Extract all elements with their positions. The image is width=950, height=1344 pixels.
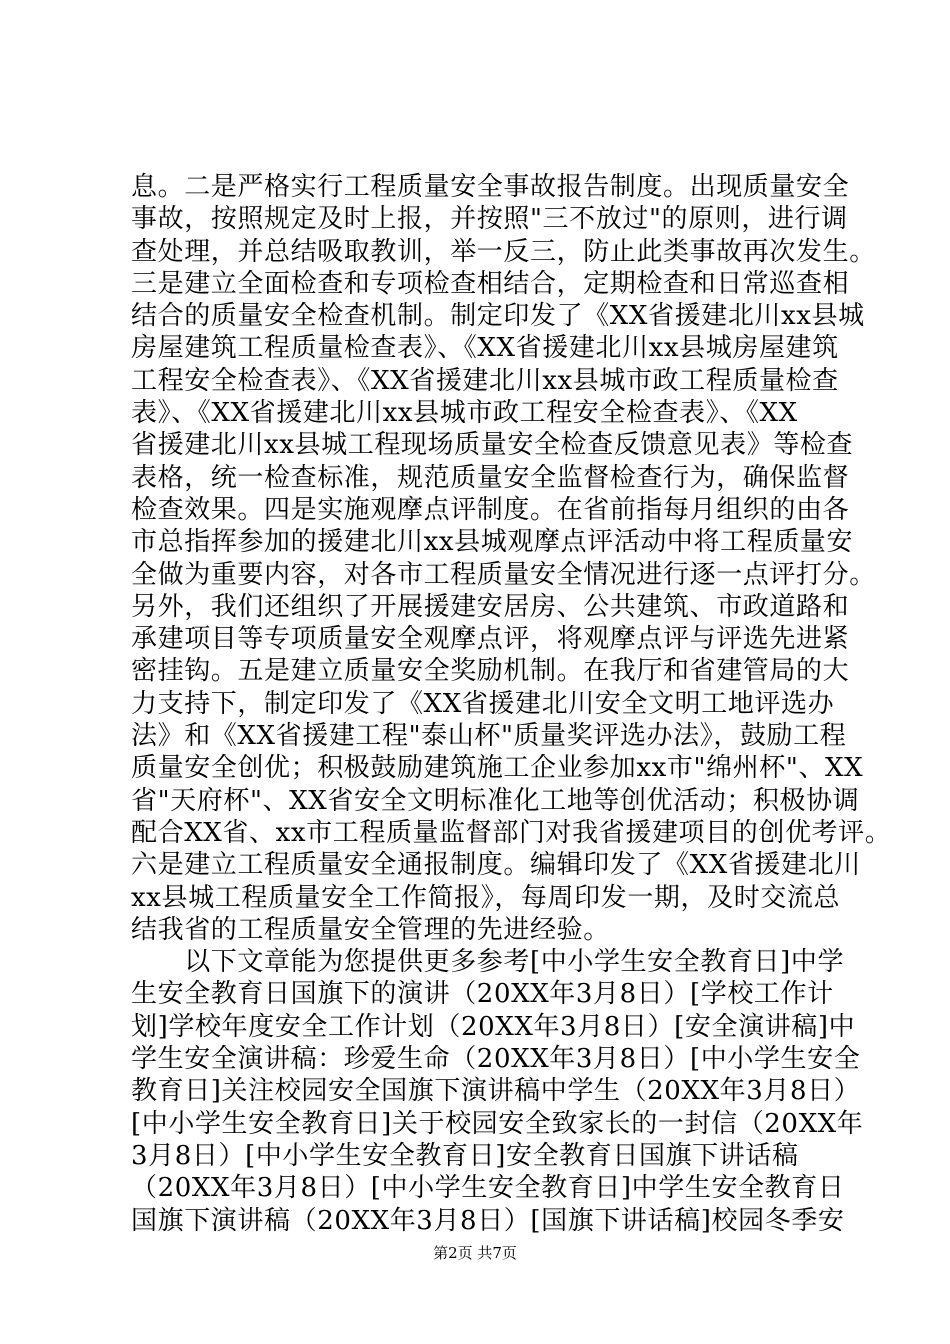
- text-line: （20XX年3月8日）[中小学生安全教育日]中学生安全教育日: [131, 1173, 845, 1204]
- text-line: 省援建北川xx县城工程现场质量安全检查反馈意见表》等检查: [131, 430, 854, 461]
- text-line: 查处理，并总结吸取教训，举一反三，防止此类事故再次发生。: [131, 236, 876, 267]
- text-line: 以下文章能为您提供更多参考[中小学生安全教育日]中学: [131, 947, 845, 978]
- text-line: 三是建立全面检查和专项检查相结合，定期检查和日常巡查相: [131, 268, 850, 299]
- text-line: 划]学校年度安全工作计划（20XX年3月8日）[安全演讲稿]中: [131, 1011, 856, 1042]
- text-line: 另外，我们还组织了开展援建安居房、公共建筑、市政道路和: [131, 591, 850, 622]
- text-line: 息。二是严格实行工程质量安全事故报告制度。出现质量安全: [131, 172, 850, 202]
- paragraph-related-articles: [131, 946, 864, 1237]
- text-line: 法》和《XX省援建工程"泰山杯"质量奖评选办法》，鼓励工程: [131, 721, 847, 752]
- text-line: 六是建立工程质量安全通报制度。编辑印发了《XX省援建北川: [131, 850, 861, 881]
- text-line: 力支持下，制定印发了《XX省援建北川安全文明工地评选办: [131, 688, 835, 719]
- paragraph-quality-safety-measures: [131, 171, 892, 946]
- text-line: xx县城工程质量安全工作简报》，每周印发一期，及时交流总: [131, 882, 841, 913]
- text-line: 全做为重要内容，对各市工程质量安全情况进行逐一点评打分。: [131, 559, 876, 590]
- text-line: 工程安全检查表》、《XX省援建北川xx县城市政工程质量检查: [131, 365, 839, 396]
- text-line: 事故，按照规定及时上报，并按照"三不放过"的原则，进行调: [131, 204, 848, 235]
- text-line: 质量安全创优；积极鼓励建筑施工企业参加xx市"绵州杯"、XX: [131, 753, 864, 784]
- text-line: 表格，统一检查标准，规范质量安全监督检查行为，确保监督: [131, 462, 850, 493]
- text-line: 学生安全演讲稿：珍爱生命（20XX年3月8日）[中小学生安全: [131, 1044, 861, 1075]
- text-line: 配合XX省、xx市工程质量监督部门对我省援建项目的创优考评。: [131, 817, 892, 848]
- page-number-footer: 第2页 共7页: [433, 1244, 517, 1262]
- text-line: [中小学生安全教育日]关于校园安全致家长的一封信（20XX年: [131, 1108, 864, 1139]
- text-line: 表》、《XX省援建北川xx县城市政工程安全检查表》、《XX: [131, 398, 798, 429]
- text-line: 国旗下演讲稿（20XX年3月8日）[国旗下讲话稿]校园冬季安: [131, 1205, 845, 1236]
- text-line: 房屋建筑工程质量检查表》、《XX省援建北川xx县城房屋建筑: [131, 333, 839, 364]
- text-line: 3月8日）[中小学生安全教育日]安全教育日国旗下讲话稿: [131, 1140, 799, 1171]
- text-line: 结我省的工程质量安全管理的先进经验。: [131, 914, 610, 945]
- text-line: 结合的质量安全检查机制。制定印发了《XX省援建北川xx县城: [131, 301, 865, 332]
- document-body: [131, 171, 892, 1237]
- text-line: 省"天府杯"、XX省安全文明标准化工地等创优活动；积极协调: [131, 785, 860, 816]
- text-line: 密挂钩。五是建立质量安全奖励机制。在我厅和省建管局的大: [131, 656, 850, 687]
- text-line: 生安全教育日国旗下的演讲（20XX年3月8日）[学校工作计: [131, 979, 834, 1010]
- text-line: 市总指挥参加的援建北川xx县城观摩点评活动中将工程质量安: [131, 527, 854, 558]
- text-line: 承建项目等专项质量安全观摩点评，将观摩点评与评选先进紧: [131, 624, 850, 655]
- text-line: 教育日]关注校园安全国旗下演讲稿中学生（20XX年3月8日）: [131, 1076, 861, 1107]
- text-line: 检查效果。四是实施观摩点评制度。在省前指每月组织的由各: [131, 494, 850, 525]
